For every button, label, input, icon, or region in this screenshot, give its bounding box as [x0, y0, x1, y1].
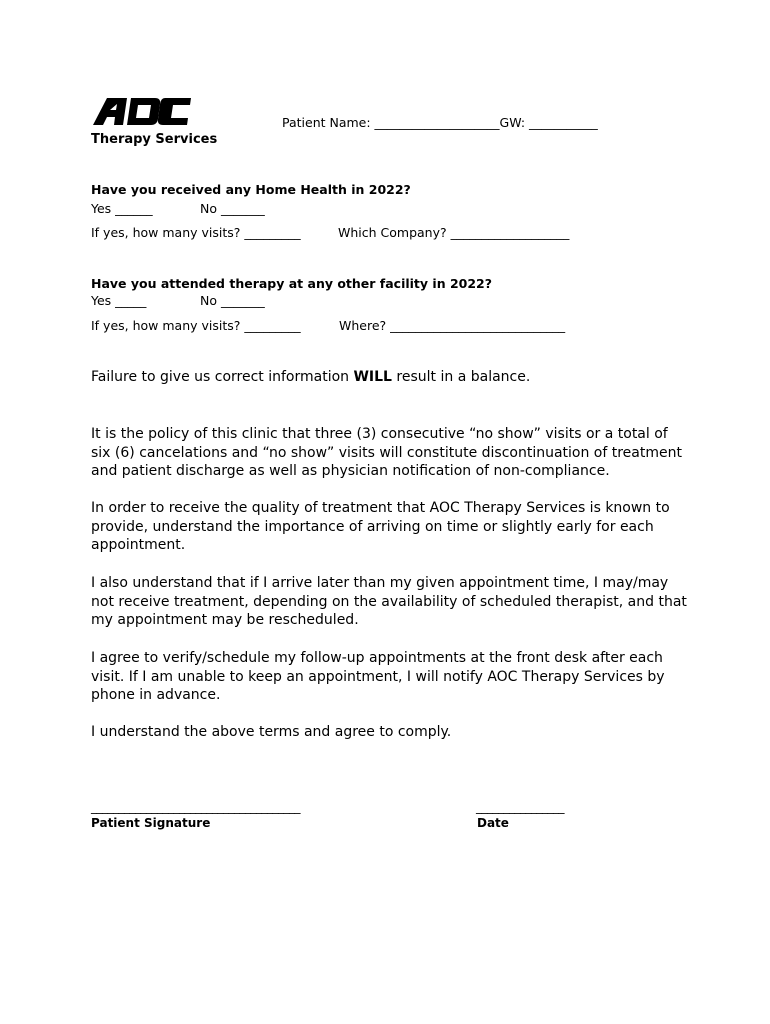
patient-signature-line[interactable]: ______________________________________ — [91, 800, 300, 814]
home-health-no-field[interactable]: No _______ — [200, 201, 265, 216]
patient-signature-label: Patient Signature — [91, 816, 211, 830]
other-therapy-question: Have you attended therapy at any other facility in 2022? — [91, 276, 492, 291]
late-arrival-paragraph: I also understand that if I arrive later than my given appointment time, I may/may not receive treatment, depending on the availability of scheduled therapist, and that my appointment may be rescheduled. — [91, 575, 687, 628]
other-therapy-where-field[interactable]: Where? ____________________________ — [339, 318, 566, 333]
patient-name-gw-field[interactable]: Patient Name: ____________________GW: ___________ — [282, 115, 598, 130]
no-show-policy-paragraph: It is the policy of this clinic that three (3) consecutive “no show” visits or a total of six (6) cancelations and “no show” visits will constitute discontinuation of treatment and patient discharge as well as physician notification of non-compliance. — [91, 426, 682, 479]
company-name: Therapy Services — [91, 132, 218, 147]
home-health-company-field[interactable]: Which Company? ___________________ — [338, 225, 570, 240]
other-therapy-visits-field[interactable]: If yes, how many visits? _________ — [91, 318, 301, 333]
agreement-paragraph: I understand the above terms and agree to comply. — [91, 724, 452, 740]
balance-emphasis: WILL — [353, 369, 392, 385]
date-line[interactable]: ________________ — [476, 800, 564, 814]
follow-up-paragraph: I agree to verify/schedule my follow-up appointments at the front desk after each visit. If I am unable to keep an appointment, I will notify AOC Therapy Services by phone in advance. — [91, 650, 665, 703]
quality-treatment-paragraph: In order to receive the quality of treatment that AOC Therapy Services is known to provide, understand the importance of arriving on time or slightly early for each appointment. — [91, 500, 670, 553]
balance-notice: Failure to give us correct information WILL result in a balance. — [91, 369, 531, 385]
home-health-visits-field[interactable]: If yes, how many visits? _________ — [91, 225, 301, 240]
aoc-logo — [93, 95, 191, 125]
date-label: Date — [477, 816, 509, 830]
home-health-yes-field[interactable]: Yes ______ — [91, 201, 153, 216]
home-health-question: Have you received any Home Health in 2022? — [91, 182, 411, 197]
other-therapy-no-field[interactable]: No _______ — [200, 293, 265, 308]
other-therapy-yes-field[interactable]: Yes _____ — [91, 293, 147, 308]
